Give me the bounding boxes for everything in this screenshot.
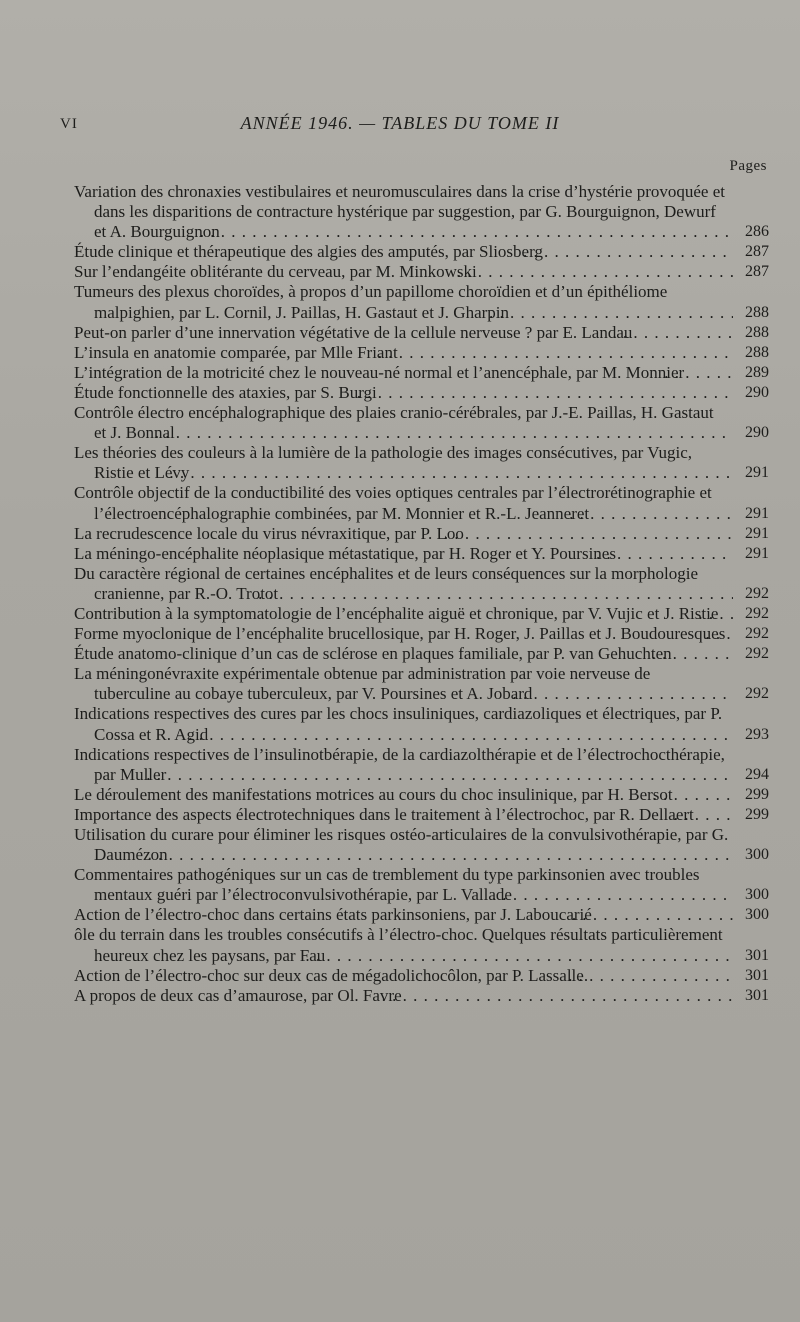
toc-entry-title: ôle du terrain dans les troubles consécutifs à l’électro-choc. Quelques résultats particulièrement heureux chez les paysans, par Fau . . . (74, 925, 733, 965)
toc-entry (74, 704, 769, 744)
toc-entry-page: 301 (745, 946, 769, 964)
toc-entry-page: 300 (745, 846, 769, 864)
toc-entry-page: 293 (745, 725, 769, 743)
toc-entry-title: La méningonévraxite expérimentale obtenue par administration par voie nerveuse de tuberculine au cobaye tuberculeux, par V. Poursines et A. Jobard . . . (74, 664, 733, 704)
page-header (60, 113, 740, 137)
toc-entry (74, 282, 769, 322)
toc-entry-title: Sur l’endangéite oblitérante du cerveau, par M. Minkowski . . . (74, 262, 733, 282)
toc-entry (74, 825, 769, 865)
toc-entry-page: 300 (745, 906, 769, 924)
toc-entry-title: La recrudescence locale du virus névraxitique, par P. Loo . . . (74, 524, 733, 544)
toc-entry-page: 290 (745, 424, 769, 442)
toc-entry-title: Contrôle objectif de la conductibilité des voies optiques centrales par l’électrorétinographie et l’électroencéphalographie combinées, par M. Monnier et R.-L. Jeanneret . . . (74, 483, 733, 523)
toc-entry-title: Variation des chronaxies vestibulaires et neuromusculaires dans la crise d’hystérie provoquée et dans les disparitions de contracture hystérique par suggestion, par G. Bourguignon, Dewurf et A. Bourguignon . . . (74, 182, 733, 242)
toc-entry (74, 262, 769, 282)
toc-entry-title: Indications respectives de l’insulinotbérapie, de la cardiazolthérapie et de l’électrochocthérapie, par Muller . . . (74, 745, 733, 785)
toc-entry-title: Indications respectives des cures par les chocs insuliniques, cardiazoliques et électriques, par P. Cossa et R. Agid . . . (74, 704, 733, 744)
toc-entry-page: 288 (745, 343, 769, 361)
toc-entry (74, 443, 769, 483)
toc-entry-page: 286 (745, 223, 769, 241)
toc-entry (74, 805, 769, 825)
toc-entry (74, 564, 769, 604)
toc-entry (74, 483, 769, 523)
toc-entry-page: 299 (745, 805, 769, 823)
toc-entry-title: Forme myoclonique de l’encéphalite brucellosique, par H. Roger, J. Paillas et J. Boudouresques . . . (74, 624, 733, 644)
toc-entry-title: Contrôle électro encéphalographique des plaies cranio-cérébrales, par J.-E. Paillas, H. Gastaut et J. Bonnal . . . (74, 403, 733, 443)
toc-entry-page: 291 (745, 524, 769, 542)
toc-entry-title: L’intégration de la motricité chez le nouveau-né normal et l’anencéphale, par M. Monnier . . . (74, 363, 733, 383)
toc-entry-title: Tumeurs des plexus choroïdes, à propos d’un papillome choroïdien et d’un épithéliome malpighien, par L. Cornil, J. Paillas, H. Gastaut et J. Gharpin . . . (74, 282, 733, 322)
toc-entry-title: Étude fonctionnelle des ataxies, par S. Burgi . . . (74, 383, 733, 403)
pages-column-label: Pages (729, 158, 767, 174)
toc-entry-page: 290 (745, 383, 769, 401)
toc-entry-page: 292 (745, 584, 769, 602)
toc-entry (74, 905, 769, 925)
toc-entry-page: 292 (745, 685, 769, 703)
toc-entry (74, 182, 769, 242)
toc-entry-title: Étude clinique et thérapeutique des algies des amputés, par Sliosberg . . . (74, 242, 733, 262)
toc-entry (74, 242, 769, 262)
toc-entry-page: 294 (745, 765, 769, 783)
toc-entry-title: Action de l’électro-choc dans certains états parkinsoniens, par J. Laboucarié . . . (74, 905, 733, 925)
toc-entry-page: 288 (745, 323, 769, 341)
toc-entry-page: 291 (745, 504, 769, 522)
toc-entry (74, 865, 769, 905)
toc-entry (74, 323, 769, 343)
toc-entry-title: Peut-on parler d’une innervation végétative de la cellule nerveuse ? par E. Landau . . . (74, 323, 733, 343)
toc-entry (74, 544, 769, 564)
table-of-contents (74, 182, 769, 1006)
toc-entry-page: 287 (745, 263, 769, 281)
toc-entry-page: 291 (745, 464, 769, 482)
running-title: ANNÉE 1946. — TABLES DU TOME II (240, 113, 560, 133)
toc-entry-title: Utilisation du curare pour éliminer les risques ostéo-articulaires de la convulsivothérapie, par G. Daumézon . . . (74, 825, 733, 865)
toc-entry-title: Importance des aspects électrotechniques dans le traitement à l’électrochoc, par R. Dellaert . . . (74, 805, 733, 825)
toc-entry (74, 785, 769, 805)
toc-entry-title: Du caractère régional de certaines encéphalites et de leurs conséquences sur la morphologie cranienne, par R.-O. Trotot . . . (74, 564, 733, 604)
toc-entry-title: Commentaires pathogéniques sur un cas de tremblement du type parkinsonien avec troubles mentaux guéri par l’électroconvulsivothérapie, par L. Vallade . . . (74, 865, 733, 905)
toc-entry-page: 299 (745, 785, 769, 803)
toc-entry-page: 289 (745, 363, 769, 381)
toc-entry-page: 292 (745, 645, 769, 663)
toc-entry (74, 524, 769, 544)
toc-entry-title: Les théories des couleurs à la lumière de la pathologie des images consécutives, par Vugic, Ristie et Lévy . . . (74, 443, 733, 483)
toc-entry (74, 745, 769, 785)
toc-entry (74, 966, 769, 986)
toc-entry-page: 291 (745, 544, 769, 562)
toc-entry-title: Contribution à la symptomatologie de l’encéphalite aiguë et chronique, par V. Vujic et J. Ristie . . . (74, 604, 733, 624)
toc-entry-title: Le déroulement des manifestations motrices au cours du choc insulinique, par H. Bersot . . . (74, 785, 733, 805)
toc-entry-title: Action de l’électro-choc sur deux cas de mégadolichocôlon, par P. Lassalle. . . . (74, 966, 733, 986)
toc-entry-page: 288 (745, 303, 769, 321)
toc-entry (74, 343, 769, 363)
toc-entry (74, 403, 769, 443)
toc-entry-page: 292 (745, 625, 769, 643)
toc-entry-page: 301 (745, 986, 769, 1004)
toc-entry (74, 363, 769, 383)
toc-entry (74, 664, 769, 704)
toc-entry-page: 301 (745, 966, 769, 984)
toc-entry (74, 383, 769, 403)
toc-entry-title: L’insula en anatomie comparée, par Mlle Friant . . . (74, 343, 733, 363)
page-number: VI (60, 116, 78, 132)
toc-entry (74, 624, 769, 644)
toc-entry-page: 287 (745, 243, 769, 261)
toc-entry-title: La méningo-encéphalite néoplasique métastatique, par H. Roger et Y. Poursines . . . (74, 544, 733, 564)
toc-entry (74, 925, 769, 965)
toc-entry-page: 292 (745, 604, 769, 622)
toc-entry-title: A propos de deux cas d’amaurose, par Ol. Favre . . . (74, 986, 733, 1006)
toc-entry-title: Étude anatomo-clinique d’un cas de sclérose en plaques familiale, par P. van Gehuchten . . . (74, 644, 733, 664)
toc-entry-page: 300 (745, 886, 769, 904)
toc-entry (74, 986, 769, 1006)
toc-entry (74, 644, 769, 664)
toc-entry (74, 604, 769, 624)
